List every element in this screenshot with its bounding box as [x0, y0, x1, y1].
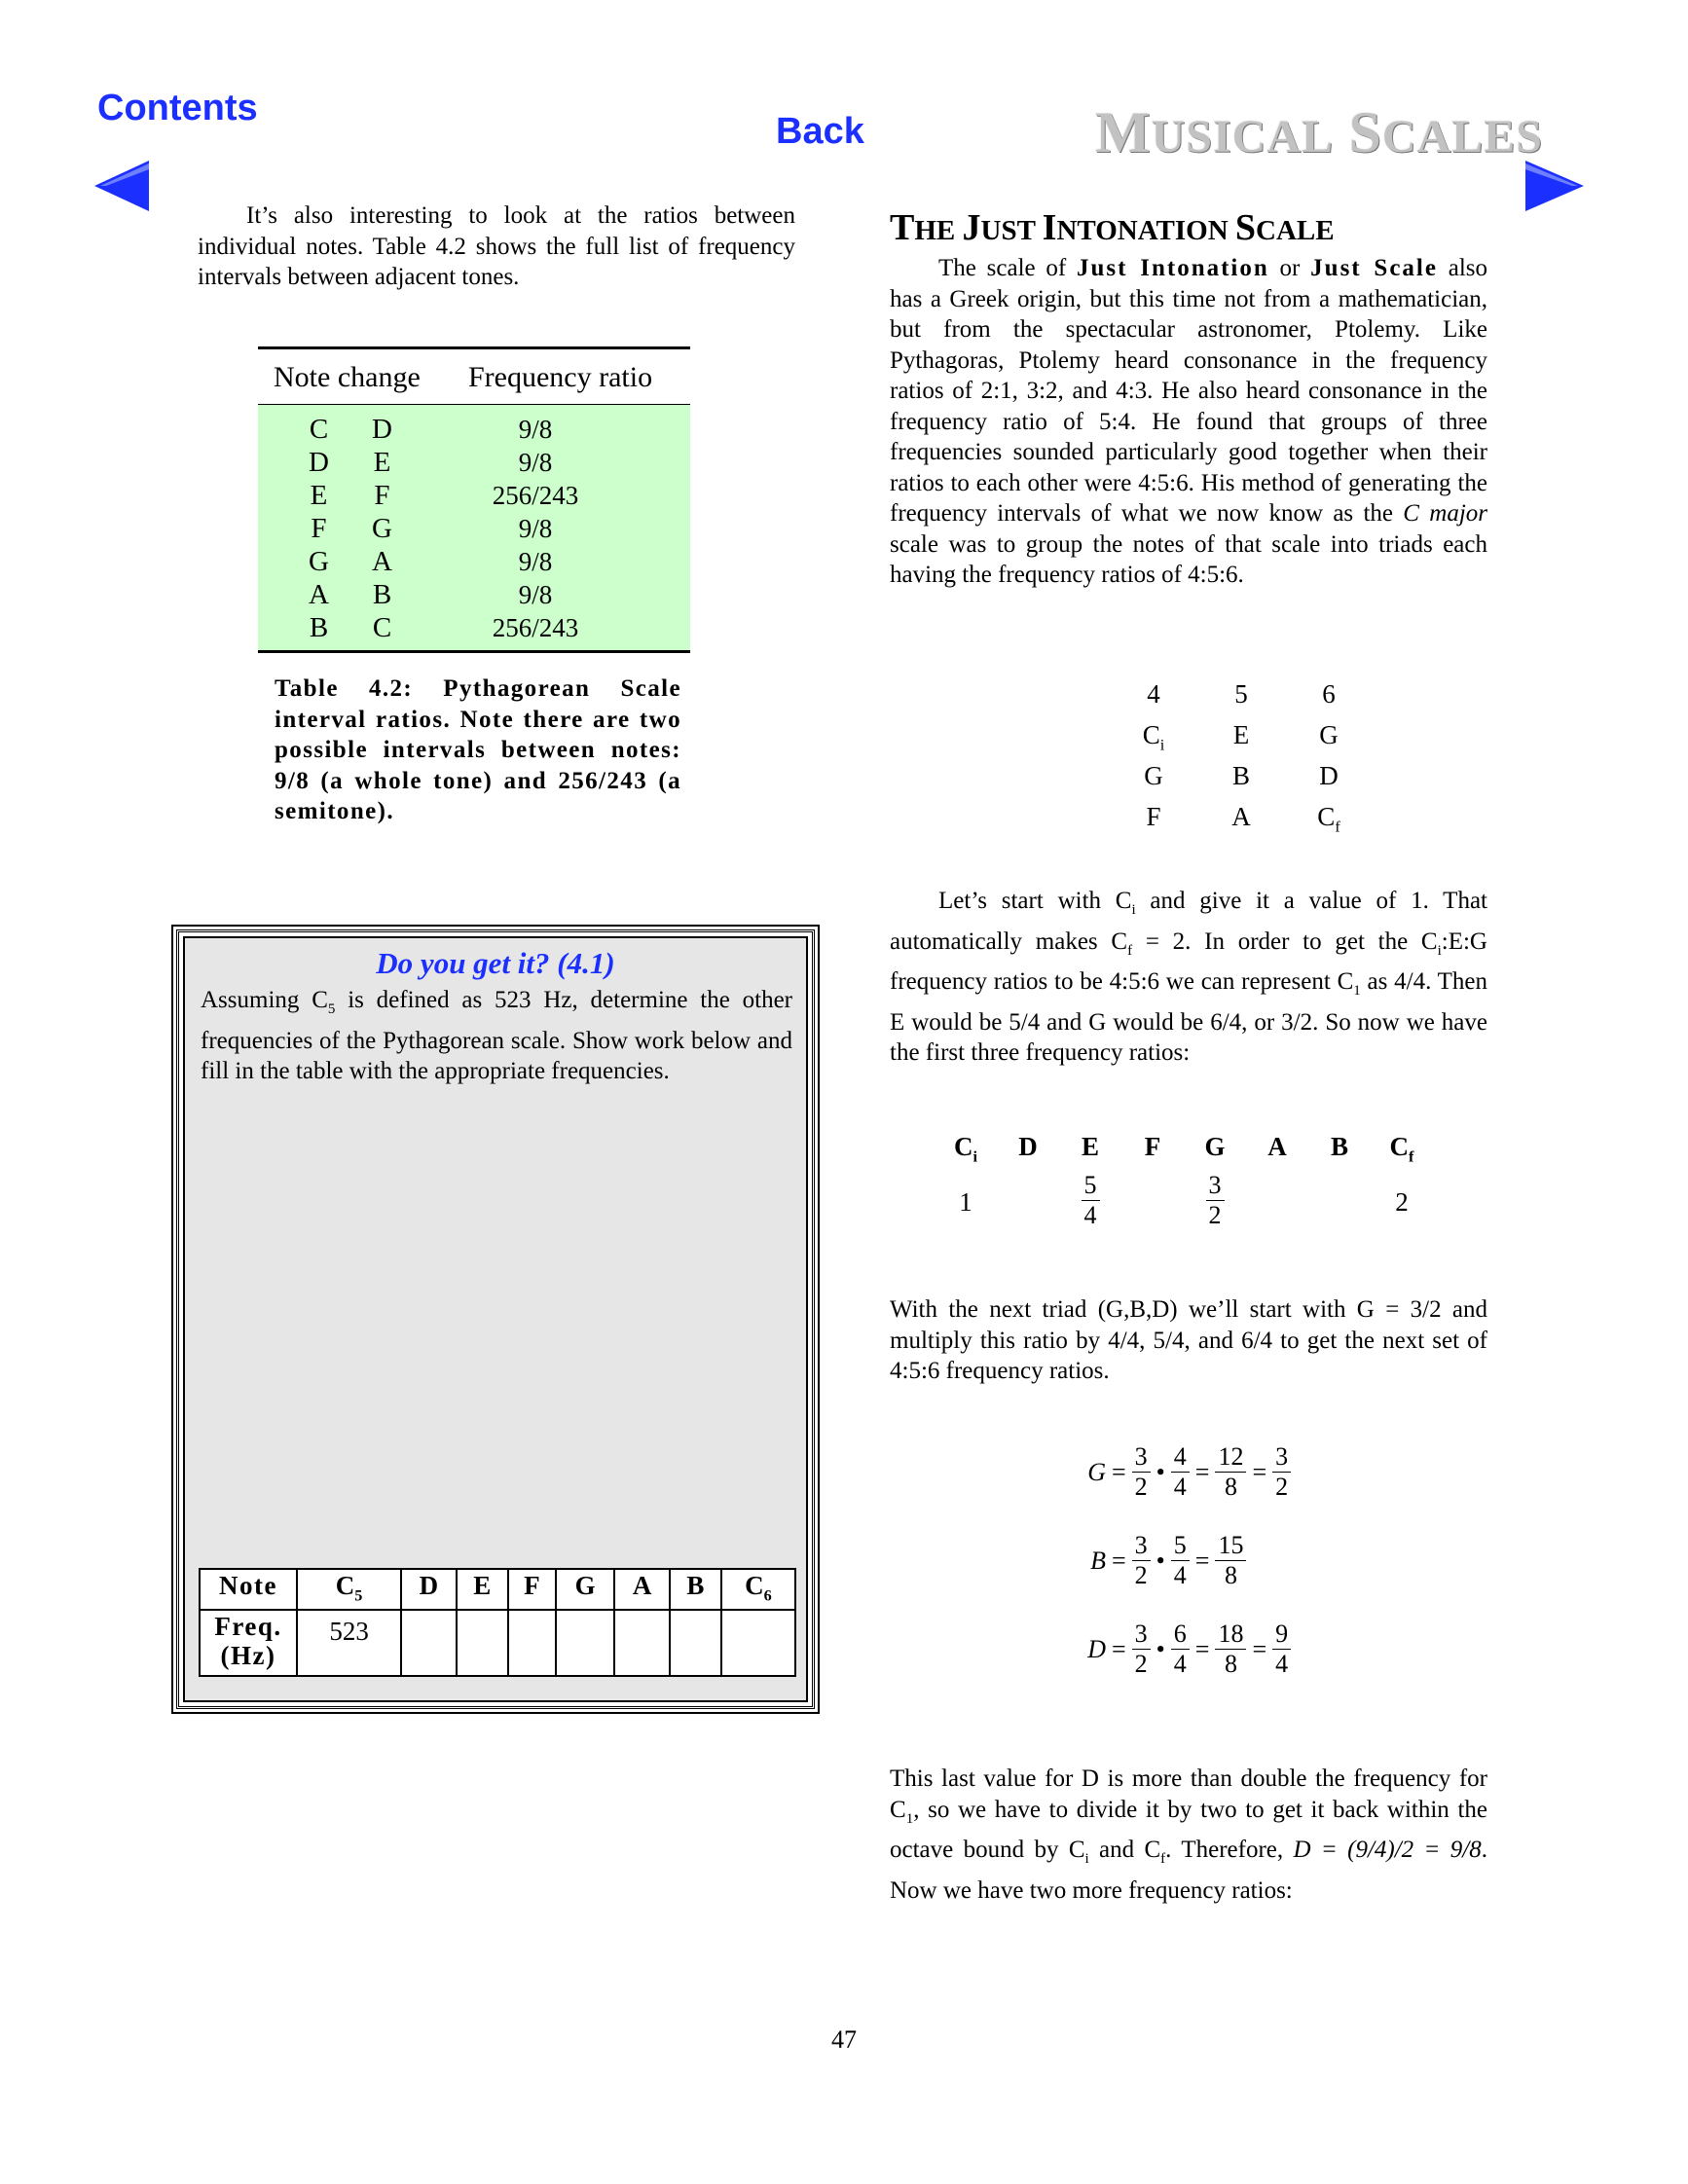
- scale-ratio-table: [935, 1129, 1433, 1231]
- fraction: $\frac{3}{2}$: [1132, 1531, 1151, 1590]
- note-from: D: [309, 447, 329, 478]
- note-from: F: [311, 513, 327, 544]
- scale-note: G: [1204, 1132, 1226, 1162]
- contents-link[interactable]: Contents: [97, 88, 258, 128]
- table-row: [258, 479, 690, 512]
- table-row: [258, 578, 690, 611]
- triad-row: [1110, 758, 1373, 799]
- note-from: C: [309, 414, 329, 445]
- scale-value-row: [935, 1170, 1433, 1231]
- table-row: [258, 512, 690, 545]
- fraction: $\frac{3}{2}$: [1132, 1442, 1151, 1502]
- scale-note: B: [1330, 1132, 1348, 1162]
- scale-note: F: [1144, 1132, 1161, 1162]
- ratio-value: 9/8: [518, 547, 553, 576]
- note-cell: F: [508, 1569, 556, 1610]
- note-from: G: [309, 546, 329, 577]
- book-title: MUSICAL SCALES: [1095, 100, 1543, 164]
- frequency-label: Freq. (Hz): [200, 1610, 297, 1676]
- triad-cell: F: [1146, 802, 1161, 832]
- ratio-value: 256/243: [492, 481, 579, 510]
- scale-note: $C_f$: [1389, 1132, 1414, 1166]
- table-row: [258, 611, 690, 644]
- equation-b: B = $\frac{3}{2}$ • $\frac{5}{4}$ = $\frac{15}{8}$: [1079, 1531, 1291, 1590]
- ratio-value: 9/8: [518, 415, 553, 444]
- frequency-input-cell[interactable]: [670, 1610, 721, 1676]
- triad-table: [1110, 676, 1373, 840]
- triad-row: [1110, 676, 1373, 717]
- note-cell: A: [614, 1569, 670, 1610]
- note-from: B: [309, 612, 329, 643]
- frequency-input-cell[interactable]: [508, 1610, 556, 1676]
- work-area[interactable]: [195, 1133, 796, 1512]
- fraction: $\frac{4}{4}$: [1171, 1442, 1190, 1502]
- triad-cell: E: [1232, 720, 1250, 750]
- back-link[interactable]: Back: [776, 111, 864, 152]
- scale-note: $C_i$: [954, 1132, 977, 1166]
- scale-note: E: [1081, 1132, 1099, 1162]
- triad-cell: D: [1319, 761, 1339, 791]
- triad-cell: B: [1231, 761, 1250, 791]
- frequency-input-cell[interactable]: [401, 1610, 457, 1676]
- triad-cell: 5: [1234, 679, 1248, 710]
- left-arrow-icon[interactable]: [92, 158, 153, 214]
- page-number: 47: [831, 2025, 857, 2054]
- note-to: D: [372, 414, 392, 445]
- frequency-input-cell[interactable]: [721, 1610, 795, 1676]
- ratio-value: 256/243: [492, 613, 579, 642]
- table-row: [258, 545, 690, 578]
- frequency-input-cell[interactable]: [614, 1610, 670, 1676]
- scale-note: D: [1018, 1132, 1038, 1162]
- scale-note-row: [935, 1129, 1433, 1170]
- frequency-input-cell[interactable]: [556, 1610, 614, 1676]
- frequency-input-cell[interactable]: [457, 1610, 508, 1676]
- table-header: [258, 349, 690, 405]
- triad-cell: A: [1231, 802, 1251, 832]
- octave-paragraph: This last value for D is more than double the frequency for $C_1$, so we have to divide it by two to get it back within the octave bound by $C_i$ and $C_f$. Therefore, D = (9/4)/2 = 9/8. Now we have two more frequency ratios:: [890, 1765, 1487, 1904]
- d-equation: D = (9/4)/2 = 9/8: [1293, 1837, 1482, 1863]
- fraction: $\frac{3}{2}$: [1132, 1620, 1151, 1679]
- table-caption: Table 4.2: Pythagorean Scale interval ratios. Note there are two possible intervals between notes: 9/8 (a whole tone) and 256/243 (a semitone).: [275, 675, 681, 824]
- note-to: B: [372, 579, 392, 610]
- fraction: $\frac{12}{8}$: [1215, 1442, 1246, 1502]
- note-label: Note: [200, 1569, 297, 1610]
- note-to: E: [373, 447, 391, 478]
- header-note-change: Note change: [274, 361, 421, 393]
- interval-ratio-table: [258, 346, 690, 653]
- ci-value: 1: [959, 1187, 972, 1217]
- triad-cell: G: [1144, 761, 1163, 791]
- note-cell: B: [670, 1569, 721, 1610]
- ratio-value: 9/8: [518, 580, 553, 609]
- ratio-value: 9/8: [518, 514, 553, 543]
- header-frequency-ratio: Frequency ratio: [468, 361, 653, 393]
- note-row: [200, 1569, 795, 1610]
- table-row: [258, 446, 690, 479]
- fraction: $\frac{3}{2}$: [1272, 1442, 1291, 1502]
- frequency-answer-table: [199, 1568, 796, 1677]
- note-cell: $C_5$: [297, 1569, 401, 1610]
- section-heading: THE JUST INTONATION SCALE: [890, 207, 1335, 248]
- question-text: Assuming $C_5$ is defined as 523 Hz, determine the other frequencies of the Pythagorean scale. Show work below and fill in the table with the appropriate frequencies.: [201, 987, 792, 1084]
- cf-value: 2: [1395, 1187, 1409, 1217]
- note-cell: G: [556, 1569, 614, 1610]
- table-body: [258, 405, 690, 650]
- note-cell: D: [401, 1569, 457, 1610]
- just-intonation-paragraph: The scale of Just Intonation or Just Scale also has a Greek origin, but this time not from a mathematician, but from the spectacular astronomer, Ptolemy. Like Pythagoras, Ptolemy heard consonance in the frequency ratios of 2:1, 3:2, and 4:3. He also heard consonance in the frequency ratio of 5:4. He found that groups of three frequencies sounded particularly good together when their ratios to each other were 4:5:6. His method of generating the frequency intervals of what we now know as the C major scale was to group the notes of that scale into triads each having the frequency ratios of 4:5:6.: [890, 255, 1488, 588]
- right-arrow-icon[interactable]: [1522, 158, 1586, 214]
- next-triad-paragraph: With the next triad (G,B,D) we’ll start with G = 3/2 and multiply this ratio by 4/4, 5/4, and 6/4 to get the next set of 4:5:6 frequency ratios.: [890, 1296, 1487, 1384]
- triad-cell: $C_f$: [1317, 802, 1340, 836]
- triad-cell: 6: [1322, 679, 1336, 710]
- triad-row: [1110, 717, 1373, 758]
- fraction: $\frac{18}{8}$: [1215, 1620, 1246, 1679]
- note-cell: E: [457, 1569, 508, 1610]
- e-value: $\frac{5}{4}$: [1059, 1170, 1121, 1231]
- fraction: $\frac{5}{4}$: [1171, 1531, 1190, 1590]
- triad-cell: G: [1319, 720, 1339, 750]
- fraction: $\frac{9}{4}$: [1272, 1620, 1291, 1679]
- intro-paragraph: It’s also interesting to look at the ratios between individual notes. Table 4.2 shows the full list of frequency intervals between adjacent tones.: [198, 202, 795, 290]
- question-box: [176, 929, 815, 1709]
- note-from: A: [309, 579, 329, 610]
- note-from: E: [310, 480, 328, 511]
- scale-note: A: [1267, 1132, 1287, 1162]
- question-title: Do you get it? (4.1): [376, 946, 615, 980]
- frequency-row: [200, 1610, 795, 1676]
- g-value: $\frac{3}{2}$: [1184, 1170, 1246, 1231]
- ratio-value: 9/8: [518, 448, 553, 477]
- fraction: $\frac{6}{4}$: [1171, 1620, 1190, 1679]
- note-cell: $C_6$: [721, 1569, 795, 1610]
- equation-g: G = $\frac{3}{2}$ • $\frac{4}{4}$ = $\frac{12}{8}$ = $\frac{3}{2}$: [1079, 1442, 1291, 1502]
- table-row: [258, 413, 690, 446]
- note-to: F: [374, 480, 390, 511]
- start-paragraph: Let’s start with $C_i$ and give it a value of 1. That automatically makes $C_f = 2$. In order to get the $C_i:E:G$ frequency ratios to be 4:5:6 we can represent $C_1$ as 4/4. Then E would be 5/4 and G would be 6/4, or 3/2. So now we have the first three frequency ratios:: [890, 888, 1488, 1066]
- note-to: G: [372, 513, 392, 544]
- fraction: $\frac{15}{8}$: [1215, 1531, 1246, 1590]
- equation-d: D = $\frac{3}{2}$ • $\frac{6}{4}$ = $\frac{18}{8}$ = $\frac{9}{4}$: [1079, 1620, 1291, 1679]
- triad-row: [1110, 799, 1373, 840]
- equation-group: [1079, 1442, 1291, 1708]
- note-to: A: [372, 546, 392, 577]
- note-to: C: [372, 612, 392, 643]
- frequency-input-cell[interactable]: 523: [297, 1610, 401, 1676]
- triad-cell: 4: [1147, 679, 1160, 710]
- triad-cell: $C_i$: [1142, 720, 1165, 754]
